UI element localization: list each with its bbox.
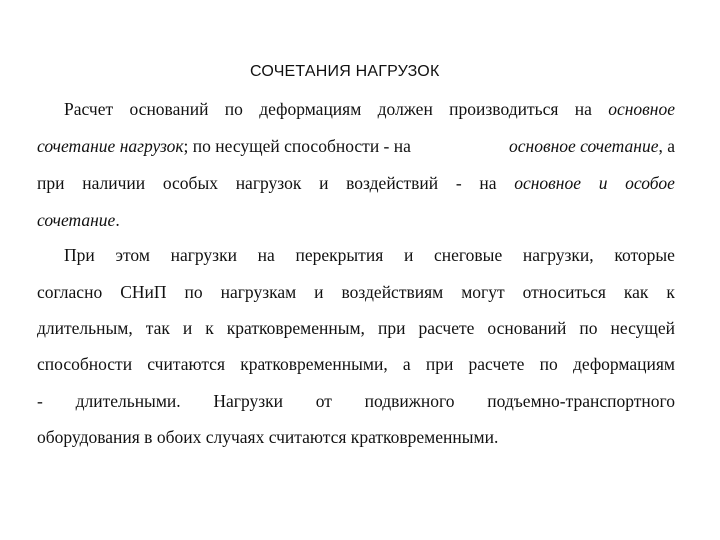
word: а bbox=[402, 354, 411, 374]
para2-line5 bbox=[37, 390, 675, 412]
word: от bbox=[315, 391, 332, 411]
word: так bbox=[145, 318, 170, 338]
text-segment: , а bbox=[658, 136, 675, 156]
word: нагрузки bbox=[170, 245, 237, 265]
emphasis-word: основное bbox=[514, 173, 581, 193]
word: оснований bbox=[487, 318, 567, 338]
para2-line6: оборудования в обоих случаях считаются кратковременными. bbox=[37, 427, 499, 447]
word: Нагрузки bbox=[213, 391, 284, 411]
emphasis-word: особое bbox=[625, 173, 675, 193]
word: оснований bbox=[129, 99, 209, 119]
word: - bbox=[37, 391, 43, 411]
word: деформациям bbox=[572, 354, 675, 374]
word: к bbox=[666, 282, 675, 302]
word: перекрытия bbox=[295, 245, 384, 265]
line-segment bbox=[509, 135, 675, 157]
word: способности bbox=[37, 354, 133, 374]
word: нагрузок bbox=[235, 173, 302, 193]
text-segment: . bbox=[115, 210, 120, 230]
word: Расчет bbox=[64, 99, 114, 119]
word: кратковременными, bbox=[240, 354, 388, 374]
word: по bbox=[579, 318, 598, 338]
word: воздействиям bbox=[341, 282, 444, 302]
word: снеговые bbox=[434, 245, 503, 265]
word: по bbox=[539, 354, 558, 374]
word: по bbox=[224, 99, 243, 119]
word: этом bbox=[115, 245, 150, 265]
line-segment bbox=[37, 135, 411, 157]
word: при bbox=[425, 354, 454, 374]
para1-line3 bbox=[37, 172, 675, 194]
para2-line4 bbox=[37, 353, 675, 375]
emphasis-word: и bbox=[598, 173, 608, 193]
word: и bbox=[314, 282, 324, 302]
word: к bbox=[205, 318, 214, 338]
para1-line1 bbox=[64, 98, 675, 120]
word: кратковременным, bbox=[226, 318, 365, 338]
para1-line4 bbox=[37, 209, 120, 231]
word: воздействий bbox=[346, 173, 439, 193]
word: деформациям bbox=[259, 99, 362, 119]
word: длительным, bbox=[37, 318, 133, 338]
word: расчете bbox=[418, 318, 475, 338]
word: особых bbox=[162, 173, 218, 193]
para1-line2 bbox=[37, 135, 675, 157]
word: несущей bbox=[610, 318, 675, 338]
word: подъемно-транспортного bbox=[487, 391, 675, 411]
word: на bbox=[257, 245, 275, 265]
emphasis-word: сочетание bbox=[37, 210, 116, 230]
word: по bbox=[184, 282, 203, 302]
word: наличии bbox=[82, 173, 146, 193]
word: и bbox=[403, 245, 414, 265]
word: СНиП bbox=[120, 282, 167, 302]
word: производиться bbox=[449, 99, 559, 119]
word: - bbox=[455, 173, 462, 193]
word: считаются bbox=[147, 354, 225, 374]
emphasis-phrase: сочетание нагрузок bbox=[37, 136, 184, 156]
word: нагрузки, bbox=[522, 245, 594, 265]
para2-line3 bbox=[37, 317, 675, 339]
slide-title: СОЧЕТАНИЯ НАГРУЗОК bbox=[250, 63, 440, 80]
emphasis-phrase: основное сочетание bbox=[509, 136, 659, 156]
word: должен bbox=[377, 99, 433, 119]
word: как bbox=[623, 282, 649, 302]
word: на bbox=[574, 99, 592, 119]
word: расчете bbox=[468, 354, 525, 374]
para2-line1 bbox=[64, 244, 675, 266]
word: которые bbox=[614, 245, 675, 265]
word: при bbox=[377, 318, 406, 338]
emphasis-word: основное bbox=[608, 99, 675, 119]
word: длительными. bbox=[75, 391, 181, 411]
word: и bbox=[319, 173, 329, 193]
word: при bbox=[37, 173, 65, 193]
word: согласно bbox=[37, 282, 103, 302]
word: подвижного bbox=[364, 391, 455, 411]
para2-line2 bbox=[37, 281, 675, 303]
word: При bbox=[64, 245, 95, 265]
word: могут bbox=[461, 282, 505, 302]
word: и bbox=[182, 318, 193, 338]
word: нагрузкам bbox=[220, 282, 297, 302]
text-segment: ; по несущей способности - на bbox=[183, 136, 411, 156]
word: относиться bbox=[522, 282, 606, 302]
word: на bbox=[479, 173, 497, 193]
